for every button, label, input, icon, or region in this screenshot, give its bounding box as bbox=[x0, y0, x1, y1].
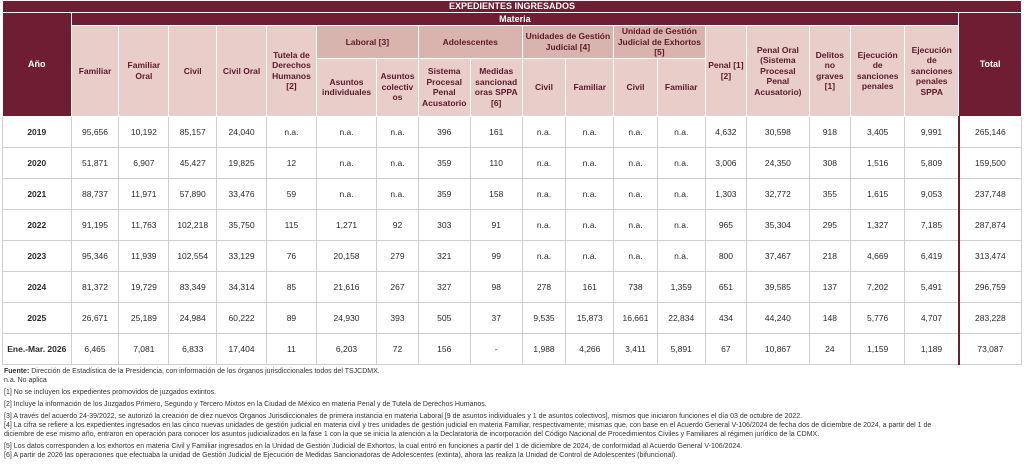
table-cell: 434 bbox=[705, 302, 747, 333]
header-ugj-civil: Civil bbox=[522, 58, 566, 116]
header-tutela: Tutela de Derechos Humanos [2] bbox=[267, 26, 317, 117]
table-cell: n.a. bbox=[522, 116, 566, 147]
table-cell: 83,349 bbox=[169, 271, 217, 302]
table-cell: n.a. bbox=[377, 147, 419, 178]
row-year: 2023 bbox=[3, 240, 72, 271]
table-cell: 1,189 bbox=[905, 333, 959, 364]
note-5: [5] Los datos corresponden a los exhortos en materia Civil y Familiar ingresados en la Unidad de Gestión Judicial de Exhortos, la cual entró en funciones a partir del 1 de diciembre de 2024, de conformidad al Acuerdo General V-106/2024. bbox=[4, 442, 743, 450]
row-total: 283,228 bbox=[959, 302, 1022, 333]
table-cell: n.a. bbox=[566, 116, 614, 147]
table-cell: 37 bbox=[470, 302, 522, 333]
table-cell: 59 bbox=[267, 178, 317, 209]
table-cell: n.a. bbox=[267, 116, 317, 147]
table-cell: 33,476 bbox=[217, 178, 267, 209]
header-ejecucion-sppa: Ejecución de sanciones penales SPPA bbox=[905, 26, 959, 117]
table-cell: 11,763 bbox=[119, 209, 169, 240]
table-cell: 35,750 bbox=[217, 209, 267, 240]
table-cell: 51,871 bbox=[71, 147, 119, 178]
table-cell: 303 bbox=[418, 209, 470, 240]
row-total: 265,146 bbox=[959, 116, 1022, 147]
table-cell: 137 bbox=[809, 271, 851, 302]
header-adolescentes: Adolescentes bbox=[418, 26, 522, 59]
table-cell: 5,491 bbox=[905, 271, 959, 302]
table-cell: 651 bbox=[705, 271, 747, 302]
table-cell: 308 bbox=[809, 147, 851, 178]
table-cell: 9,991 bbox=[905, 116, 959, 147]
table-cell: n.a. bbox=[657, 240, 705, 271]
table-cell: n.a. bbox=[657, 116, 705, 147]
table-cell: 1,988 bbox=[522, 333, 566, 364]
header-anio: Año bbox=[3, 13, 72, 117]
table-cell: 278 bbox=[522, 271, 566, 302]
table-cell: 35,304 bbox=[747, 209, 809, 240]
table-cell: 4,707 bbox=[905, 302, 959, 333]
table-cell: n.a. bbox=[522, 147, 566, 178]
table-cell: 98 bbox=[470, 271, 522, 302]
table-cell: 158 bbox=[470, 178, 522, 209]
table-cell: 4,669 bbox=[851, 240, 905, 271]
table-cell: n.a. bbox=[657, 147, 705, 178]
table-cell: n.a. bbox=[566, 209, 614, 240]
table-cell: 85 bbox=[267, 271, 317, 302]
table-cell: n.a. bbox=[377, 116, 419, 147]
row-total: 287,874 bbox=[959, 209, 1022, 240]
table-cell: 24,930 bbox=[316, 302, 376, 333]
table-cell: 102,554 bbox=[169, 240, 217, 271]
row-year: 2019 bbox=[3, 116, 72, 147]
table-cell: n.a. bbox=[657, 209, 705, 240]
table-cell: 37,467 bbox=[747, 240, 809, 271]
header-total: Total bbox=[959, 13, 1022, 117]
header-ugje-civil: Civil bbox=[614, 58, 658, 116]
table-cell: 355 bbox=[809, 178, 851, 209]
header-civil-oral: Civil Oral bbox=[217, 26, 267, 117]
table-cell: 81,372 bbox=[71, 271, 119, 302]
table-cell: 6,465 bbox=[71, 333, 119, 364]
header-laboral: Laboral [3] bbox=[316, 26, 418, 59]
header-ejecucion: Ejecución de sanciones penales bbox=[851, 26, 905, 117]
table-cell: 32,772 bbox=[747, 178, 809, 209]
table-row bbox=[3, 178, 1022, 209]
table-body bbox=[3, 116, 1022, 364]
header-familiar-oral: Familiar Oral bbox=[119, 26, 169, 117]
table-cell: 30,598 bbox=[747, 116, 809, 147]
table-cell: 800 bbox=[705, 240, 747, 271]
header-ugj: Unidades de Gestión Judicial [4] bbox=[522, 26, 613, 59]
table-cell: n.a. bbox=[522, 178, 566, 209]
table-cell: 1,159 bbox=[851, 333, 905, 364]
table-cell: 359 bbox=[418, 178, 470, 209]
table-cell: 39,585 bbox=[747, 271, 809, 302]
header-asuntos-colectivos: Asuntos colectiv os bbox=[377, 58, 419, 116]
table-cell: 4,266 bbox=[566, 333, 614, 364]
table-cell: 6,203 bbox=[316, 333, 376, 364]
table-cell: 25,189 bbox=[119, 302, 169, 333]
table-cell: 161 bbox=[470, 116, 522, 147]
note-3: [3] A través del acuerdo 24-39/2022, se autorizó la creación de diez nuevos Órganos Jurisdiccionales de primera instancia en materia Laboral [9 de asuntos individuales y 1 de asuntos colectivos], mismos que iniciaron funciones el día 03 de octubre de 2022. bbox=[4, 412, 803, 420]
table-cell: 110 bbox=[470, 147, 522, 178]
table-cell: n.a. bbox=[614, 147, 658, 178]
table-cell: 321 bbox=[418, 240, 470, 271]
table-cell: 5,776 bbox=[851, 302, 905, 333]
table-cell: 57,890 bbox=[169, 178, 217, 209]
table-row bbox=[3, 333, 1022, 364]
table-cell: 92 bbox=[377, 209, 419, 240]
table-cell: 67 bbox=[705, 333, 747, 364]
note-4a: [4] La cifra se refiere a los expedientes ingresados en las cinco nuevas unidades de gestión judicial en materia civil y tres unidades de gestión judicial en materia Familiar, respectivamente; mismas que, con base en el Acuerdo General V-106/2024 de fecha dos de diciembre de 2024, a partir del 1 de bbox=[4, 421, 932, 429]
table-cell: 21,616 bbox=[316, 271, 376, 302]
table-cell: 91 bbox=[470, 209, 522, 240]
table-cell: 11,971 bbox=[119, 178, 169, 209]
table-cell: n.a. bbox=[522, 240, 566, 271]
source-label: Fuente: bbox=[4, 367, 30, 375]
note-4b: diciembre de ese mismo año, entraron en operación para conocer los asuntos judicializados en la fase 1 con la que se inicia la atención a la Declaratoria de incorporación del Código Nacional de Procedimientos Civiles y Familiares al régimen jurídico de la CDMX. bbox=[4, 430, 820, 438]
table-title: EXPEDIENTES INGRESADOS bbox=[3, 1, 1022, 13]
table-row bbox=[3, 147, 1022, 178]
table-cell: 295 bbox=[809, 209, 851, 240]
table-cell: 918 bbox=[809, 116, 851, 147]
table-cell: n.a. bbox=[566, 178, 614, 209]
table-cell: 24,350 bbox=[747, 147, 809, 178]
row-total: 313,474 bbox=[959, 240, 1022, 271]
table-cell: 34,314 bbox=[217, 271, 267, 302]
table-cell: 88,737 bbox=[71, 178, 119, 209]
table-cell: 20,158 bbox=[316, 240, 376, 271]
expedientes-table bbox=[2, 0, 1022, 365]
table-row bbox=[3, 302, 1022, 333]
note-2: [2] Incluye la información de los Juzgados Primero, Segundo y Tercero Mixtos en la Ciudad de México en materia Penal y de Tutela de Derechos Humanos. bbox=[4, 400, 487, 408]
table-cell: 10,192 bbox=[119, 116, 169, 147]
table-cell: 16,661 bbox=[614, 302, 658, 333]
table-cell: 5,809 bbox=[905, 147, 959, 178]
table-cell: 7,081 bbox=[119, 333, 169, 364]
table-cell: 102,218 bbox=[169, 209, 217, 240]
table-row bbox=[3, 209, 1022, 240]
table-cell: 218 bbox=[809, 240, 851, 271]
note-na: n.a. No aplica bbox=[4, 376, 47, 384]
table-cell: 505 bbox=[418, 302, 470, 333]
table-row bbox=[3, 116, 1022, 147]
header-ugj-familiar: Familiar bbox=[566, 58, 614, 116]
table-cell: 3,006 bbox=[705, 147, 747, 178]
table-row bbox=[3, 240, 1022, 271]
table-cell: 10,867 bbox=[747, 333, 809, 364]
table-cell: 5,891 bbox=[657, 333, 705, 364]
row-year: 2024 bbox=[3, 271, 72, 302]
row-year: 2022 bbox=[3, 209, 72, 240]
table-cell: 393 bbox=[377, 302, 419, 333]
row-year: 2025 bbox=[3, 302, 72, 333]
table-cell: 95,656 bbox=[71, 116, 119, 147]
note-6: [6] A partir de 2026 las operaciones que efectuaba la unidad de Gestión Judicial de Ejecución de Medidas Sancionadoras de Adolescentes (extinta), ahora las realiza la Unidad de Control de Adolescentes (bifuncional). bbox=[4, 451, 678, 459]
table-cell: 26,671 bbox=[71, 302, 119, 333]
table-cell: 99 bbox=[470, 240, 522, 271]
table-cell: 22,834 bbox=[657, 302, 705, 333]
table-cell: 4,632 bbox=[705, 116, 747, 147]
table-cell: 33,129 bbox=[217, 240, 267, 271]
table-cell: 60,222 bbox=[217, 302, 267, 333]
table-cell: 156 bbox=[418, 333, 470, 364]
table-cell: 396 bbox=[418, 116, 470, 147]
table-cell: 738 bbox=[614, 271, 658, 302]
row-total: 159,500 bbox=[959, 147, 1022, 178]
table-cell: 19,825 bbox=[217, 147, 267, 178]
table-cell: n.a. bbox=[614, 209, 658, 240]
table-cell: 89 bbox=[267, 302, 317, 333]
table-cell: 9,053 bbox=[905, 178, 959, 209]
table-cell: 11 bbox=[267, 333, 317, 364]
header-sistema-procesal: Sistema Procesal Penal Acusatorio bbox=[418, 58, 470, 116]
table-cell: 1,516 bbox=[851, 147, 905, 178]
header-ugje: Unidad de Gestión Judicial de Exhortos [5] bbox=[614, 26, 705, 59]
table-cell: n.a. bbox=[522, 209, 566, 240]
table-cell: 91,195 bbox=[71, 209, 119, 240]
table-cell: 12 bbox=[267, 147, 317, 178]
row-total: 296,759 bbox=[959, 271, 1022, 302]
table-cell: n.a. bbox=[657, 178, 705, 209]
table-cell: 1,303 bbox=[705, 178, 747, 209]
table-cell: n.a. bbox=[614, 116, 658, 147]
table-cell: 1,615 bbox=[851, 178, 905, 209]
source-note bbox=[4, 367, 1024, 376]
row-year: 2020 bbox=[3, 147, 72, 178]
table-cell: 45,427 bbox=[169, 147, 217, 178]
table-cell: 85,157 bbox=[169, 116, 217, 147]
table-cell: 327 bbox=[418, 271, 470, 302]
table-cell: 7,185 bbox=[905, 209, 959, 240]
table-cell: 17,404 bbox=[217, 333, 267, 364]
header-medidas: Medidas sancionad oras SPPA [6] bbox=[470, 58, 522, 116]
table-cell: 24,984 bbox=[169, 302, 217, 333]
header-ugje-familiar: Familiar bbox=[657, 58, 705, 116]
table-cell: 72 bbox=[377, 333, 419, 364]
row-year: Ene.-Mar. 2026 bbox=[3, 333, 72, 364]
table-cell: 6,907 bbox=[119, 147, 169, 178]
header-asuntos-individuales: Asuntos individuales bbox=[316, 58, 376, 116]
header-delitos: Delitos no graves [1] bbox=[809, 26, 851, 117]
table-cell: 19,729 bbox=[119, 271, 169, 302]
row-total: 237,748 bbox=[959, 178, 1022, 209]
header-penal: Penal [1][2] bbox=[705, 26, 747, 117]
row-total: 73,087 bbox=[959, 333, 1022, 364]
table-cell: 9,535 bbox=[522, 302, 566, 333]
table-cell: 6,419 bbox=[905, 240, 959, 271]
table-cell: 7,202 bbox=[851, 271, 905, 302]
table-cell: 965 bbox=[705, 209, 747, 240]
notes-section bbox=[4, 367, 1024, 460]
table-row bbox=[3, 271, 1022, 302]
table-cell: 1,327 bbox=[851, 209, 905, 240]
table-cell: 279 bbox=[377, 240, 419, 271]
table-cell: - bbox=[470, 333, 522, 364]
table-cell: 24 bbox=[809, 333, 851, 364]
table-cell: n.a. bbox=[316, 116, 376, 147]
header-penal-oral: Penal Oral (Sistema Procesal Penal Acusatorio) bbox=[747, 26, 809, 117]
table-cell: n.a. bbox=[377, 178, 419, 209]
row-year: 2021 bbox=[3, 178, 72, 209]
table-cell: 161 bbox=[566, 271, 614, 302]
table-cell: 359 bbox=[418, 147, 470, 178]
table-cell: 95,346 bbox=[71, 240, 119, 271]
table-cell: n.a. bbox=[566, 240, 614, 271]
table-cell: 76 bbox=[267, 240, 317, 271]
table-cell: n.a. bbox=[316, 178, 376, 209]
table-cell: 15,873 bbox=[566, 302, 614, 333]
table-cell: 11,939 bbox=[119, 240, 169, 271]
source-text: Dirección de Estadística de la Presidencia, con información de los órganos jurisdiccionales todos del TSJCDMX. bbox=[31, 367, 380, 375]
table-cell: 24,040 bbox=[217, 116, 267, 147]
table-cell: 6,833 bbox=[169, 333, 217, 364]
table-cell: n.a. bbox=[614, 178, 658, 209]
header-familiar: Familiar bbox=[71, 26, 119, 117]
table-cell: 3,405 bbox=[851, 116, 905, 147]
table-cell: 44,240 bbox=[747, 302, 809, 333]
table-cell: n.a. bbox=[614, 240, 658, 271]
header-civil: Civil bbox=[169, 26, 217, 117]
table-cell: 1,359 bbox=[657, 271, 705, 302]
table-cell: 115 bbox=[267, 209, 317, 240]
note-1: [1] No se incluyen los expedientes promovidos de juzgados extintos. bbox=[4, 388, 217, 396]
table-cell: 3,411 bbox=[614, 333, 658, 364]
table-cell: n.a. bbox=[316, 147, 376, 178]
table-cell: 1,271 bbox=[316, 209, 376, 240]
table-cell: n.a. bbox=[566, 147, 614, 178]
table-cell: 267 bbox=[377, 271, 419, 302]
table-cell: 148 bbox=[809, 302, 851, 333]
header-materia: Materia bbox=[71, 13, 959, 26]
